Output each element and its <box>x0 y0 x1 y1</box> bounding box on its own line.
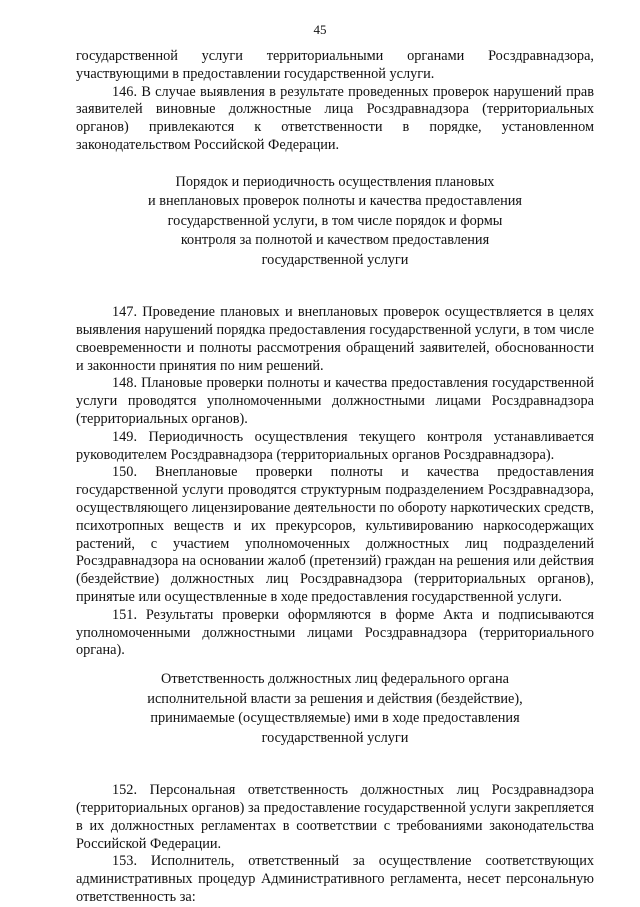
heading-line: принимаемые (осуществляемые) ими в ходе предоставления <box>150 710 520 727</box>
page-number: 45 <box>313 22 327 37</box>
heading-line: контроля за полнотой и качеством предоставления <box>180 232 490 249</box>
paragraph-150: 150. Внеплановые проверки полноты и качества предоставления государственной услуги проводятся структурным подразделением Росздравнадзора, осуществляющего лицензирование деятельности по обороту наркотических средств, психотропных веществ и их прекурсоров, культивированию наркосодержащих растений, с участием уполномоченных должностных лиц подразделений Росздравнадзора на основании жалоб (претензий) граждан на решения или действия (бездействие) должностных лиц Росздравнадзора (территориальных органов), принятые или осуществленные в ходе предоставления государственной услуги. <box>76 464 594 606</box>
heading-line: Порядок и периодичность осуществления плановых <box>175 173 495 190</box>
paragraph-continuation: государственной услуги территориальными органами Росздравнадзора, участвующими в предоставлении государственной услуги. <box>76 48 594 82</box>
heading-line: государственной услуги <box>261 729 409 746</box>
paragraph-149: 149. Периодичность осуществления текущего контроля устанавливается руководителем Росздравнадзора (территориальных органов Росздравнадзора). <box>76 428 594 463</box>
heading-line: исполнительной власти за решения и действия (бездействие), <box>147 690 523 707</box>
paragraph-146: 146. В случае выявления в результате проведенных проверок нарушений прав заявителей виновные должностные лица Росздравнадзора (территориальных органов) привлекаются к ответственности в порядке, установленном законодательством Российской Федерации. <box>76 83 594 153</box>
paragraph-151: 151. Результаты проверки оформляются в форме Акта и подписываются уполномоченными должностными лицами Росздравнадзора (территориального органа). <box>76 606 594 659</box>
section-heading-inspections <box>76 173 594 271</box>
document-body <box>76 48 594 907</box>
heading-line: Ответственность должностных лиц федерального органа <box>161 671 509 688</box>
paragraph-147: 147. Проведение плановых и внеплановых проверок осуществляется в целях выявления нарушений порядка предоставления государственной услуги, в том числе своевременности и полноты рассмотрения обращений заявителей, обоснованности и законности принятия по ним решений. <box>76 304 594 374</box>
heading-line: государственной услуги, в том числе порядок и формы <box>167 212 503 229</box>
heading-line: и внеплановых проверок полноты и качества предоставления <box>147 193 522 210</box>
section-heading-responsibility <box>76 670 594 748</box>
paragraph-153: 153. Исполнитель, ответственный за осуществление соответствующих административных процедур Административного регламента, несет персональную ответственность за: <box>76 853 594 905</box>
heading-line: государственной услуги <box>261 251 409 268</box>
paragraph-152: 152. Персональная ответственность должностных лиц Росздравнадзора (территориальных органов) за предоставление государственной услуги закрепляется в их должностных регламентах в соответствии с требованиями законодательства Российской Федерации. <box>76 782 594 852</box>
paragraph-148: 148. Плановые проверки полноты и качества предоставления государственной услуги проводятся уполномоченными должностными лицами Росздравнадзора (территориальных органов). <box>76 375 594 428</box>
